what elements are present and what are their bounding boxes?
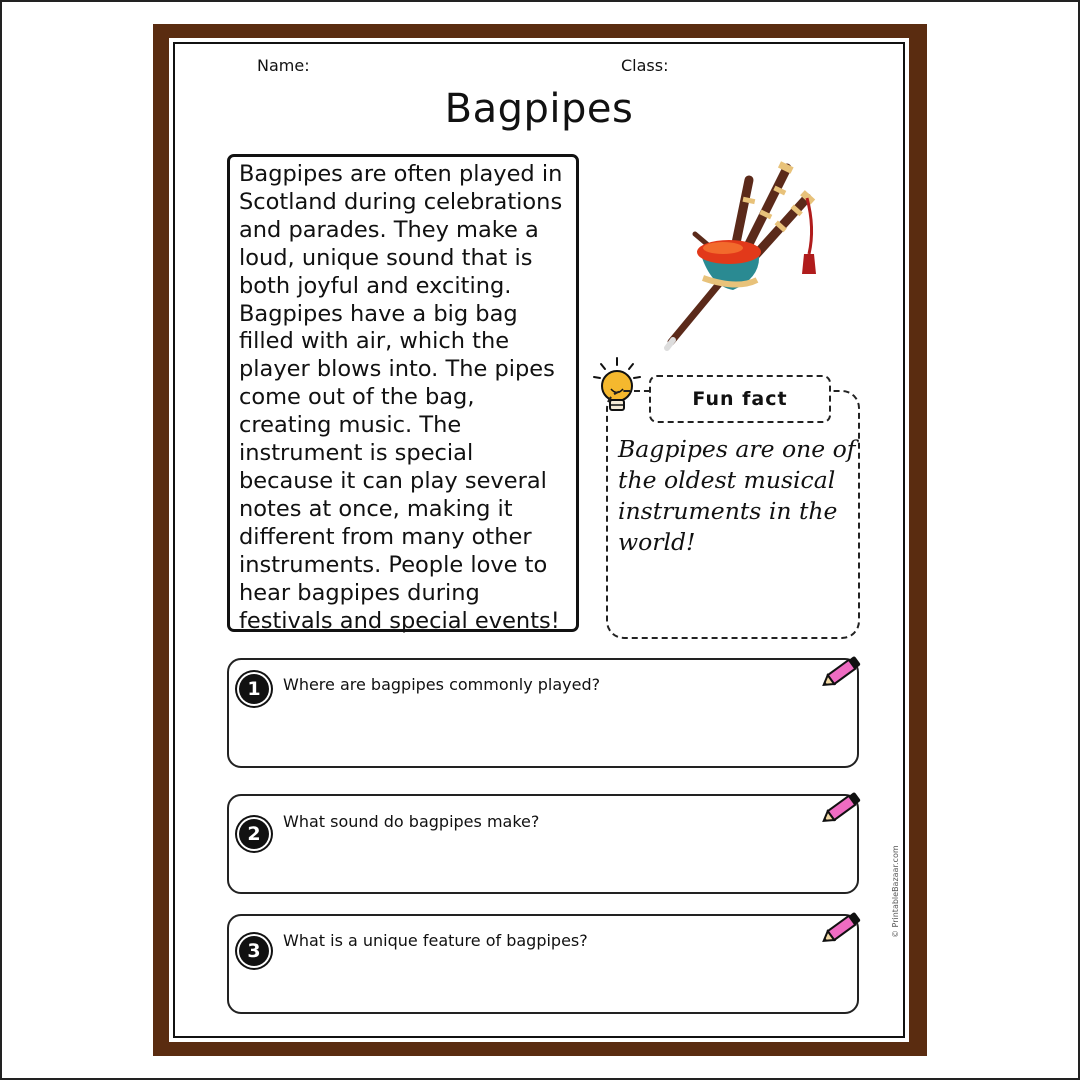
fun-fact-heading: Fun fact bbox=[649, 375, 831, 423]
reading-passage: Bagpipes are often played in Scotland during celebrations and parades. They make a loud, unique sound that is both joyful and exciting. Bagpipes have a big bag filled with air, which the player blows into. The pipes come out of the bag, creating music. The instrument is special because it can play several notes at once, making it different from many other instruments. People love to hear bagpipes during festivals and special events! bbox=[227, 154, 579, 632]
worksheet bbox=[169, 38, 909, 1042]
name-label: Name: bbox=[257, 56, 310, 75]
class-label: Class: bbox=[621, 56, 669, 75]
pencil-icon bbox=[819, 786, 869, 830]
question-3-answer-box[interactable] bbox=[227, 914, 859, 1014]
fun-fact-text: Bagpipes are one of the oldest musical instruments in the world! bbox=[618, 435, 856, 556]
copyright-credit: © PrintableBazaar.com bbox=[891, 845, 900, 938]
question-2-number: 2 bbox=[239, 819, 269, 849]
page-title: Bagpipes bbox=[444, 86, 634, 132]
question-3-number: 3 bbox=[239, 936, 269, 966]
pencil-icon bbox=[819, 650, 869, 694]
question-2-text: What sound do bagpipes make? bbox=[283, 812, 540, 831]
question-1-text: Where are bagpipes commonly played? bbox=[283, 675, 601, 694]
question-2-answer-box[interactable] bbox=[227, 794, 859, 894]
pencil-icon bbox=[819, 906, 869, 950]
question-3-text: What is a unique feature of bagpipes? bbox=[283, 931, 588, 950]
bagpipes-illustration bbox=[657, 158, 853, 358]
question-1-number: 1 bbox=[239, 674, 269, 704]
